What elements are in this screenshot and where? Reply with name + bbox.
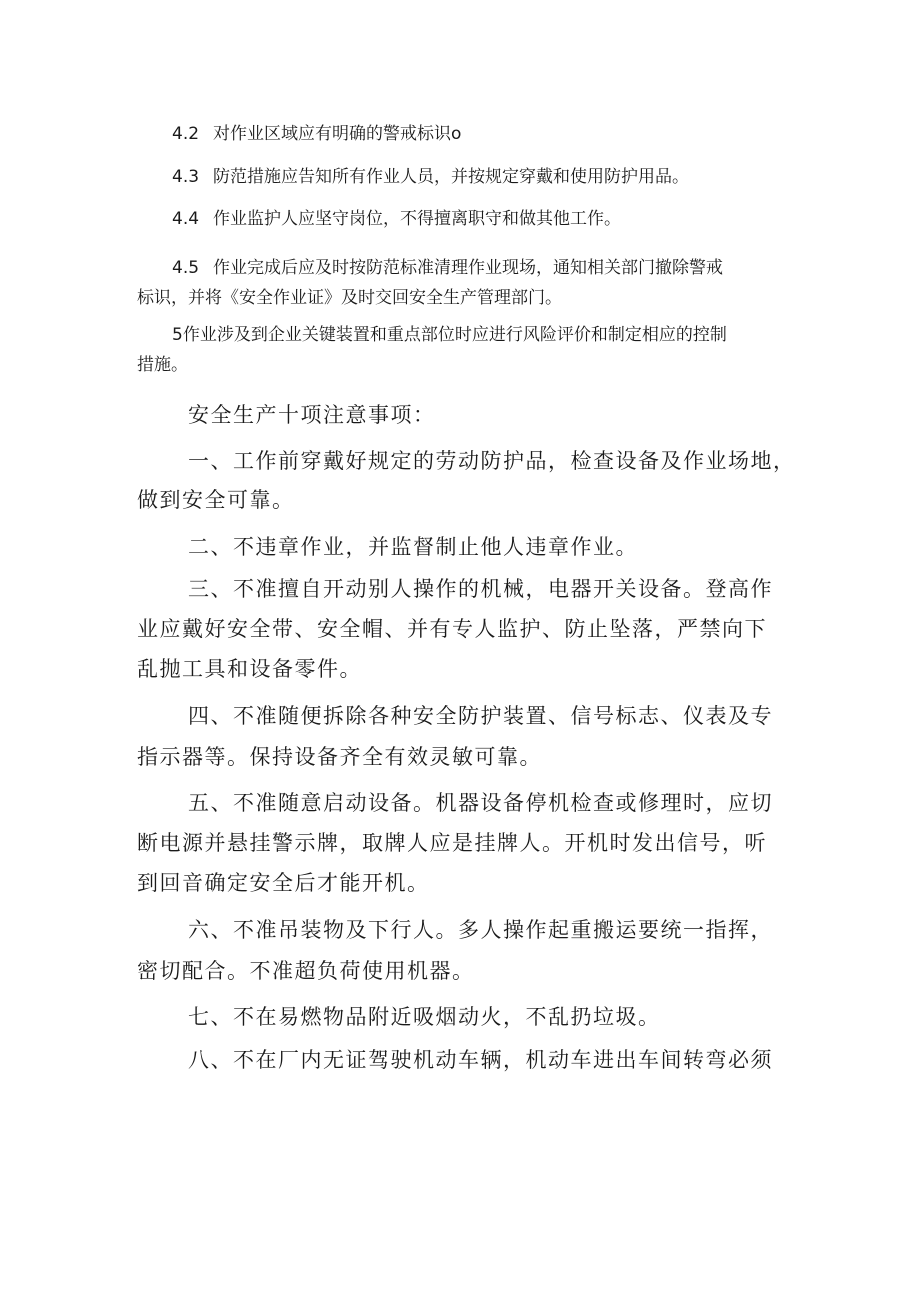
ten-item-5: 五、不准随意启动设备。机器设备停机检查或修理时，应切 bbox=[188, 791, 773, 815]
item-4-2 bbox=[172, 119, 461, 149]
ten-item-4: 四、不准随便拆除各种安全防护装置、信号标志、仪表及专 bbox=[188, 704, 773, 728]
ten-item-7: 七、不在易燃物品附近吸烟动火，不乱扔垃圾。 bbox=[188, 1005, 661, 1029]
ten-item-5-continued-2: 到回音确定安全后才能开机。 bbox=[137, 871, 430, 895]
ten-item-6-continued: 密切配合。不准超负荷使用机器。 bbox=[137, 959, 475, 983]
ten-item-4-continued: 指示器等。保持设备齐全有效灵敏可靠。 bbox=[137, 745, 542, 769]
item-5-continued: 措施。 bbox=[137, 355, 188, 375]
ten-item-3-continued-2: 乱抛工具和设备零件。 bbox=[137, 657, 362, 681]
item-4-3 bbox=[172, 162, 689, 192]
item-text: 防范措施应告知所有作业人员，并按规定穿戴和使用防护用品。 bbox=[213, 167, 690, 187]
ten-item-2: 二、不违章作业，并监督制止他人违章作业。 bbox=[188, 535, 638, 559]
item-number: 4.4 bbox=[172, 209, 200, 229]
ten-item-1-continued: 做到安全可靠。 bbox=[137, 488, 295, 512]
item-5: 5作业涉及到企业关键装置和重点部位时应进行风险评价和制定相应的控制 bbox=[172, 325, 727, 345]
ten-item-5-continued-1: 断电源并悬挂警示牌，取牌人应是挂牌人。开机时发出信号，听 bbox=[137, 831, 767, 855]
item-text: 作业监护人应坚守岗位，不得擅离职守和做其他工作。 bbox=[213, 209, 622, 229]
item-4-5-continued: 标识，并将《安全作业证》及时交回安全生产管理部门。 bbox=[137, 288, 562, 308]
item-number: 4.2 bbox=[172, 124, 200, 144]
ten-item-3-continued-1: 业应戴好安全带、安全帽、并有专人监护、防止坠落，严禁向下 bbox=[137, 617, 767, 641]
item-text: 对作业区域应有明确的警戒标识o bbox=[213, 124, 462, 144]
item-4-4 bbox=[172, 204, 621, 234]
ten-items-heading: 安全生产十项注意事项： bbox=[188, 403, 436, 427]
item-number: 4.5 bbox=[172, 258, 200, 278]
ten-item-3: 三、不准擅自开动别人操作的机械，电器开关设备。登高作 bbox=[188, 577, 773, 601]
item-number: 4.3 bbox=[172, 167, 200, 187]
item-4-5 bbox=[172, 253, 723, 283]
ten-item-6: 六、不准吊装物及下行人。多人操作起重搬运要统一指挥， bbox=[188, 918, 773, 942]
ten-item-8: 八、不在厂内无证驾驶机动车辆，机动车进出车间转弯必须 bbox=[188, 1048, 773, 1072]
ten-item-1: 一、工作前穿戴好规定的劳动防护品，检查设备及作业场地， bbox=[188, 449, 796, 473]
item-text: 作业完成后应及时按防范标准清理作业现场，通知相关部门撤除警戒 bbox=[213, 258, 724, 278]
